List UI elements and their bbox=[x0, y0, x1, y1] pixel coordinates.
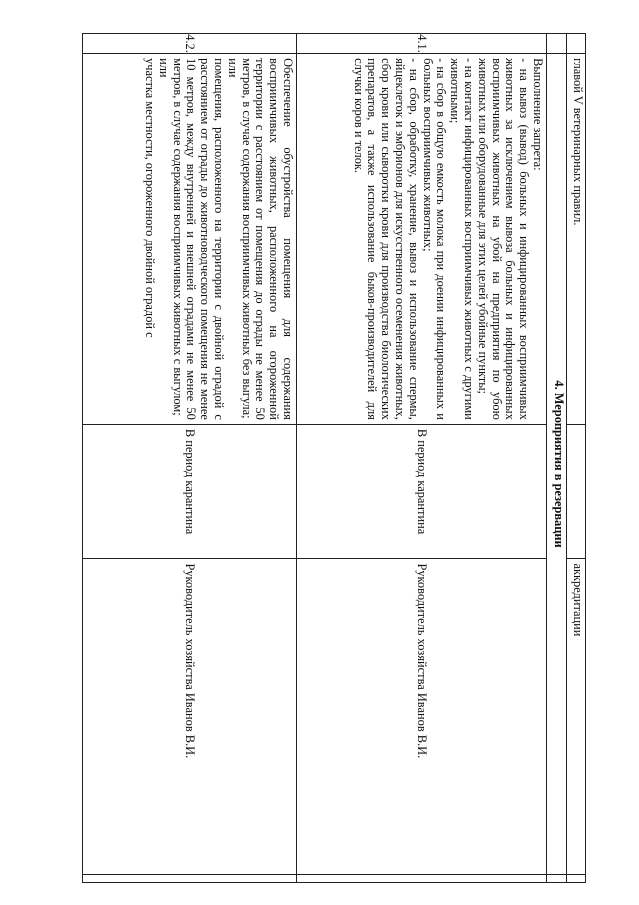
row-description bbox=[83, 54, 297, 425]
section-header-row bbox=[547, 34, 567, 883]
table-row bbox=[297, 34, 547, 883]
row-responsible: Руководитель хозяйства Иванов В.И. bbox=[83, 559, 297, 874]
cell-empty bbox=[83, 874, 297, 882]
cell-empty bbox=[567, 424, 586, 559]
row-time: В период карантина bbox=[297, 424, 547, 559]
table-row-continuation bbox=[567, 34, 586, 883]
description-line: Обеспечение обустройства помещения для содержания восприимчивых животных, расположенного на огороженной территории с расстоянием от помещения до ограды не менее 50 метров, в случае содержания восприимчивых животных без выгула; bbox=[239, 58, 295, 420]
row-time: В период карантина bbox=[83, 424, 297, 559]
description-line: или bbox=[156, 58, 171, 78]
document-page bbox=[81, 33, 586, 883]
description-line: или bbox=[225, 58, 240, 78]
table-row bbox=[83, 34, 297, 883]
description-line: - на сбор, обработку, хранение, вывоз и использование спермы, яйцеклеток и эмбрионов для искусственного осеменения животных, сбор крови или сыворотки крови для производства биологических препаратов, а также использование быков-производителей для случки коров и телок. bbox=[351, 58, 421, 420]
cell-continuation-right: аккредитации bbox=[567, 559, 586, 874]
cell-continuation-text: главой V ветеринарных правил. bbox=[567, 54, 586, 425]
row-number: 4.2. bbox=[83, 34, 297, 54]
description-line: Выполнение запрета: bbox=[531, 58, 545, 171]
cell-empty bbox=[567, 34, 586, 54]
row-number: 4.1. bbox=[297, 34, 547, 54]
cell-empty bbox=[567, 874, 586, 882]
row-responsible: Руководитель хозяйства Иванов В.И. bbox=[297, 559, 547, 874]
cell-empty bbox=[547, 34, 567, 54]
measures-table bbox=[82, 33, 586, 883]
row-description bbox=[297, 54, 547, 425]
cell-empty bbox=[297, 874, 547, 882]
description-line: участка местности, огороженного двойной оградой с bbox=[143, 58, 158, 338]
description-line: - на сбор в общую емкость молока при доении инфицированных и больных восприимчивых животных; bbox=[420, 58, 449, 420]
description-line: - на контакт инфицированных восприимчивых животных с другими животными; bbox=[448, 58, 477, 420]
rotated-page bbox=[81, 33, 586, 883]
description-line: помещения, расположенного на территории с двойной оградой с расстоянием от ограды до животноводческого помещения не менее 10 метров, между внутренней и внешней оградами не менее 50 метров, в случае содержания восприимчивых животных с выгулом; bbox=[170, 58, 227, 420]
cell-empty bbox=[547, 874, 567, 882]
description-line: - на вывоз (вывод) больных и инфицированных восприимчивых животных за исключением вывоза больных и инфицированных восприимчивых животных на убой на предприятия по убою животных или оборудованные для этих целей убойные пункты; bbox=[475, 58, 532, 420]
section-title: 4. Мероприятия в резервации bbox=[547, 54, 567, 875]
